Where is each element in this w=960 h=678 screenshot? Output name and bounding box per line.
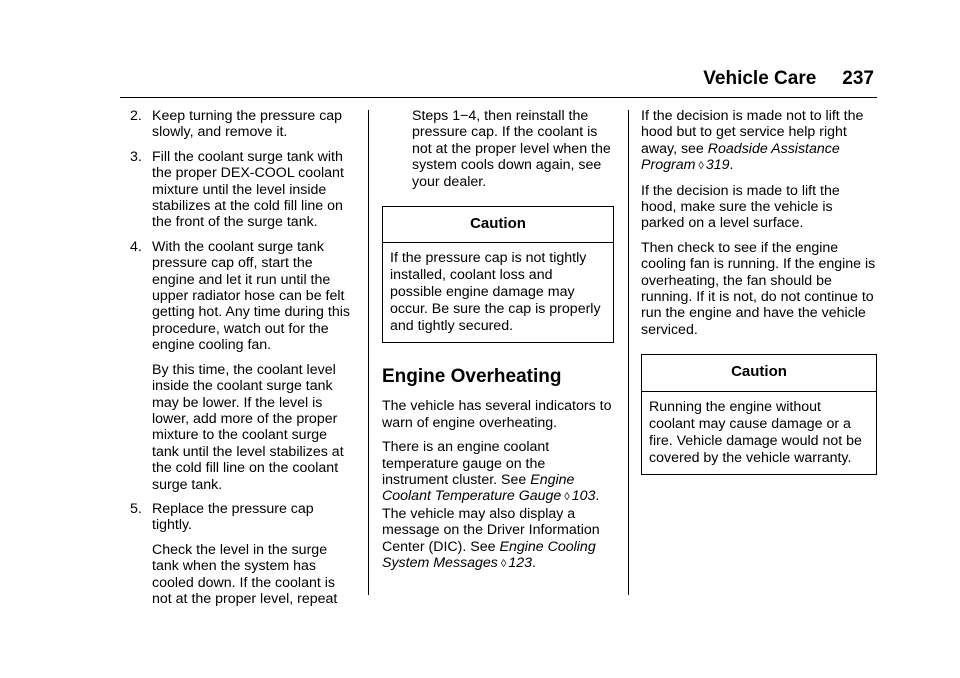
list-item-2 bbox=[130, 108, 356, 141]
link-cooling-system-messages[interactable]: Engine Cooling System Messages bbox=[382, 538, 596, 572]
text-run: . bbox=[532, 555, 536, 572]
list-item-4 bbox=[130, 239, 356, 354]
column-divider-2 bbox=[628, 110, 629, 595]
caution-box-2 bbox=[641, 354, 877, 474]
caution-box-1 bbox=[382, 206, 614, 343]
caution-title: Caution bbox=[642, 355, 876, 391]
paragraph-gauge bbox=[382, 439, 614, 572]
link-roadside-assistance[interactable]: Roadside Assistance Program bbox=[641, 140, 840, 174]
page-ref-number[interactable]: 123 bbox=[508, 555, 533, 572]
caution-text: Running the engine without coolant may cause damage or a fire. Vehicle damage would not be covered by the vehicle warranty. bbox=[649, 398, 862, 466]
list-text: Replace the pressure cap tightly. bbox=[152, 500, 314, 534]
list-text: Keep turning the pressure cap slowly, and remove it. bbox=[152, 108, 343, 141]
column-1 bbox=[130, 108, 356, 615]
paragraph-cooling-fan: Then check to see if the engine cooling fan is running. If the engine is overheating, the fan should be running. If it is not, do not continue to run the engine and have the vehicle serviced. bbox=[641, 239, 876, 338]
page-ref-icon: ◊ bbox=[500, 558, 507, 571]
section-title: Vehicle Care bbox=[703, 68, 817, 89]
section-heading: Engine Overheating bbox=[382, 366, 562, 388]
page-ref-icon: ◊ bbox=[564, 491, 570, 504]
page-ref-number[interactable]: 103 bbox=[571, 488, 596, 505]
paragraph-roadside bbox=[641, 108, 877, 175]
text-run: If the decision is made not to lift the hood but to get service help right away, see bbox=[641, 108, 864, 157]
page-number: 237 bbox=[842, 68, 874, 89]
list-number: 4. bbox=[130, 238, 142, 255]
list-item-5-subparagraph: Check the level in the surge tank when the system has cooled down. If the coolant is not at the proper level, repeat bbox=[152, 541, 338, 607]
text-run: . The vehicle may also display a message on the Driver Information Center (DIC). See bbox=[382, 488, 600, 555]
text-run: There is an engine coolant temperature gauge on the instrument cluster. See bbox=[382, 439, 550, 489]
list-number: 5. bbox=[130, 500, 142, 517]
list-item-4-subparagraph: By this time, the coolant level inside the coolant surge tank may be lower. If the level is lower, add more of the proper mixture to the coolant surge tank until the level stabilizes at the cold fill line on the coolant surge tank. bbox=[152, 361, 344, 493]
paragraph-indicators: The vehicle has several indicators to warn of engine overheating. bbox=[382, 398, 612, 431]
text-run: . bbox=[729, 157, 734, 174]
list-text: With the coolant surge tank pressure cap off, start the engine and let it run until the upper radiator hose can be felt getting hot. Any time during this procedure, watch out for the engine cooling fan. bbox=[152, 238, 350, 354]
list-text: Fill the coolant surge tank with the proper DEX-COOL coolant mixture until the level inside stabilizes at the cold fill line on the front of the surge tank. bbox=[152, 148, 344, 231]
continued-paragraph: Steps 1−4, then reinstall the pressure cap. If the coolant is not at the proper level when the system cools down again, see your dealer. bbox=[412, 108, 611, 190]
list-number: 2. bbox=[130, 108, 142, 124]
list-item-3 bbox=[130, 149, 356, 231]
caution-text: If the pressure cap is not tightly installed, coolant loss and possible engine damage may occur. Be sure the cap is properly and tightly secured. bbox=[390, 250, 601, 335]
page-ref-icon: ◊ bbox=[698, 160, 704, 173]
page-header bbox=[703, 68, 874, 90]
link-coolant-temp-gauge[interactable]: Engine Coolant Temperature Gauge bbox=[382, 472, 575, 505]
paragraph-level-surface: If the decision is made to lift the hood, make sure the vehicle is parked on a level surface. bbox=[641, 182, 840, 232]
page-ref-number[interactable]: 319 bbox=[705, 157, 730, 174]
list-number: 3. bbox=[130, 148, 142, 165]
column-divider-1 bbox=[368, 110, 369, 595]
list-item-5 bbox=[130, 501, 356, 534]
header-rule bbox=[120, 97, 877, 98]
caution-title: Caution bbox=[383, 207, 613, 243]
column-2 bbox=[382, 108, 614, 581]
column-3 bbox=[641, 108, 877, 491]
